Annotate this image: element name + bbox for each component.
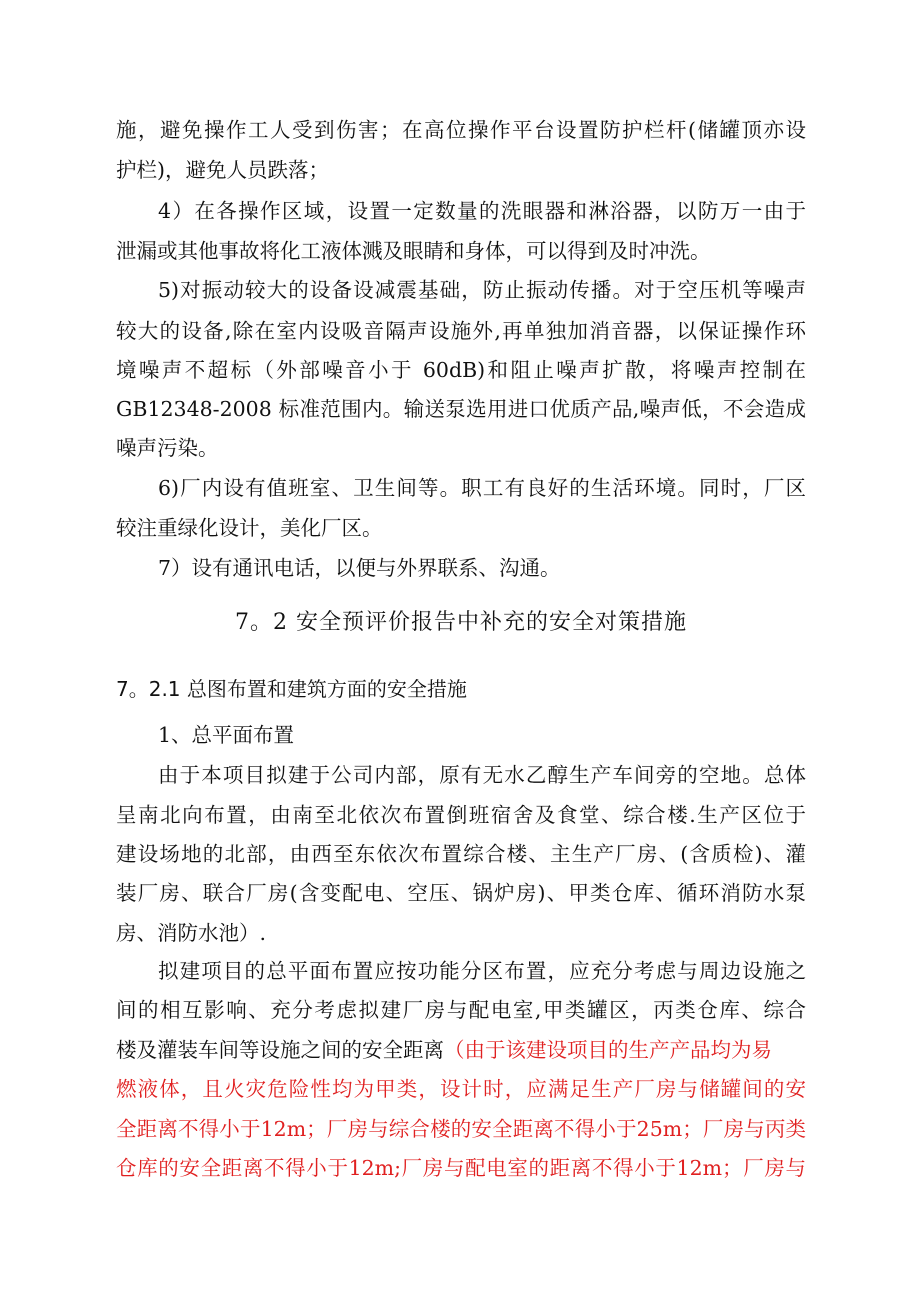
text-line: 间的相互影响、充分考虑拟建厂房与配电室,甲类罐区，丙类仓库、综合 [116, 998, 806, 1022]
text-line: 4）在各操作区域，设置一定数量的洗眼器和淋浴器，以防万一由于 [158, 199, 806, 223]
text-line: 6)厂内设有值班室、卫生间等。职工有良好的生活环境。同时，厂区 [158, 476, 806, 500]
text-line: 较大的设备,除在室内设吸音隔声设施外,再单独加消音器，以保证操作环 [116, 319, 806, 343]
text-line: 1、总平面布置 [158, 723, 295, 747]
text-line: 噪声污染。 [116, 436, 219, 460]
text-line: 5)对振动较大的设备设减震基础，防止振动传播。对于空压机等噪声 [158, 278, 806, 302]
text-line: 境噪声不超标（外部噪音小于 60dB)和阻止噪声扩散，将噪声控制在 [116, 358, 806, 382]
text-line: 装厂房、联合厂房(含变配电、空压、锅炉房)、甲类仓库、循环消防水泵 [116, 881, 806, 905]
text-line: 房、消防水池）. [116, 921, 267, 945]
text-line: 由于本项目拟建于公司内部，原有无水乙醇生产车间旁的空地。总体 [158, 763, 806, 787]
text-line [116, 1035, 806, 1065]
highlighted-text-line: 燃液体，且火灾危险性均为甲类，设计时，应满足生产厂房与储罐间的安 [116, 1077, 806, 1101]
text-line: 拟建项目的总平面布置应按功能分区布置，应充分考虑与周边设施之 [158, 959, 806, 983]
highlighted-text-line: 全距离不得小于12m；厂房与综合楼的安全距离不得小于25m；厂房与丙类 [116, 1117, 806, 1141]
text-segment: 楼及灌装车间等设施之间的安全距离 [116, 1038, 444, 1062]
text-line: GB12348-2008 标准范围内。输送泵选用进口优质产品,噪声低，不会造成 [116, 397, 806, 421]
text-line: 建设场地的北部，由西至东依次布置综合楼、主生产厂房、(含质检)、灌 [116, 842, 806, 866]
text-line: 泄漏或其他事故将化工液体溅及眼睛和身体，可以得到及时冲洗。 [116, 239, 711, 263]
subsection-heading-7-2-1: 7。2.1 总图布置和建筑方面的安全措施 [116, 677, 467, 701]
highlighted-text: （由于该建设项目的生产产品均为易 [444, 1038, 772, 1062]
highlighted-text-line: 仓库的安全距离不得小于12m;厂房与配电室的距离不得小于12m；厂房与 [116, 1156, 806, 1180]
section-heading-7-2: 7。2 安全预评价报告中补充的安全对策措施 [235, 610, 687, 635]
text-line: 护栏)，避免人员跌落； [116, 158, 329, 182]
text-line: 7）设有通讯电话，以便与外界联系、沟通。 [158, 556, 561, 580]
text-line: 施，避免操作工人受到伤害；在高位操作平台设置防护栏杆(储罐顶亦设 [116, 118, 806, 142]
text-line: 呈南北向布置，由南至北依次布置倒班宿舍及食堂、综合楼.生产区位于 [116, 803, 806, 827]
text-line: 较注重绿化设计，美化厂区。 [116, 516, 383, 540]
